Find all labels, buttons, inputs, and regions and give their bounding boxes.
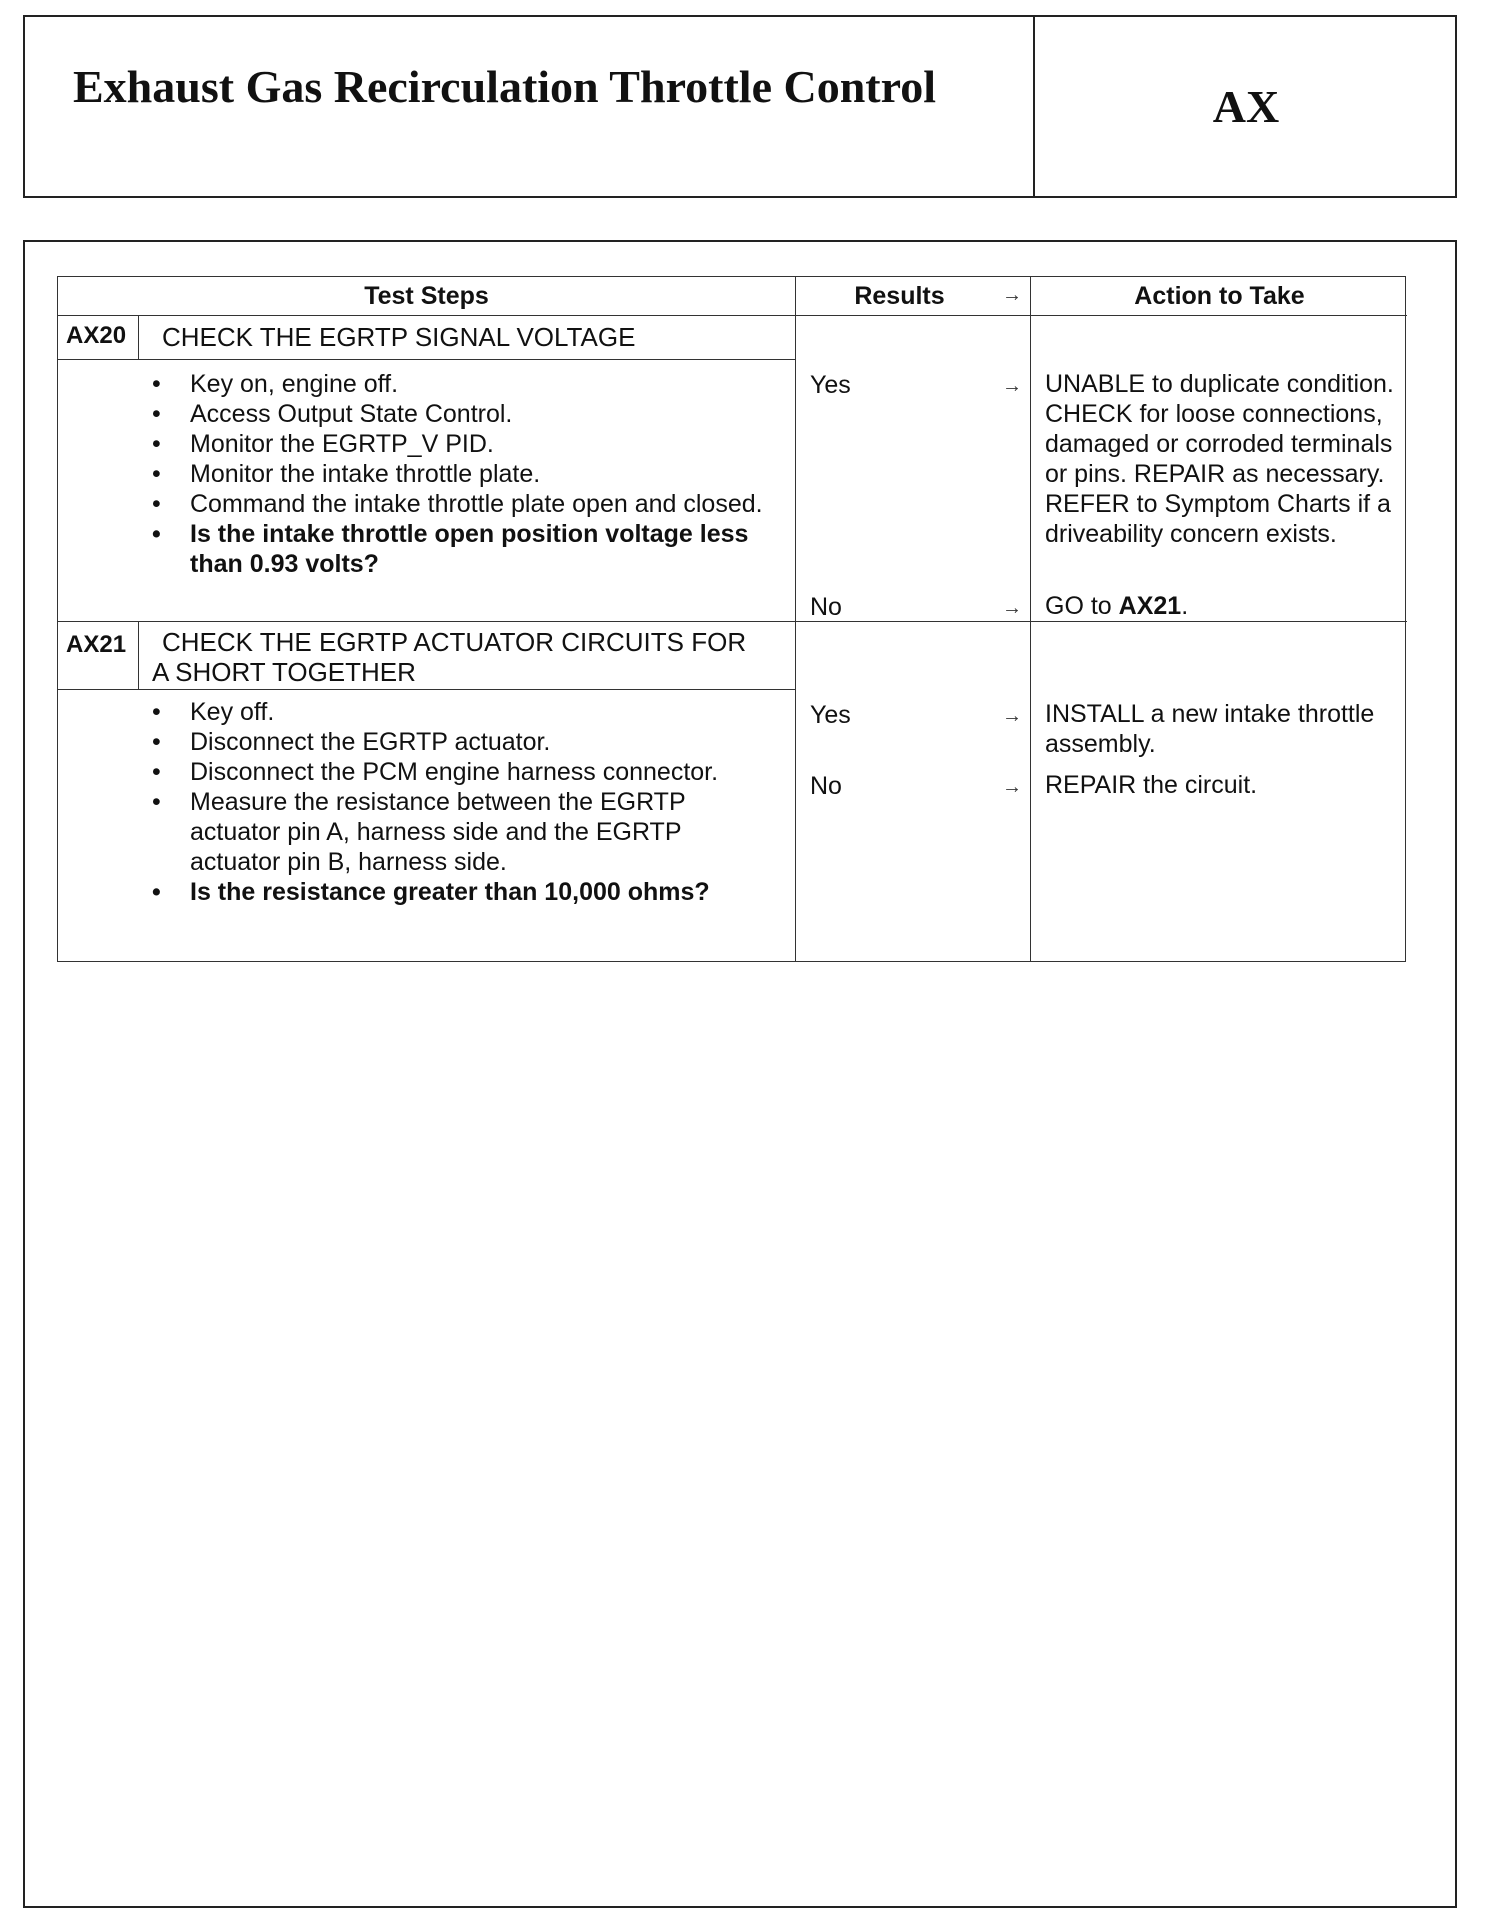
column-divider-results xyxy=(795,277,796,961)
step-item: • Measure the resistance between the EGRTP actuator pin A, harness side and the EGRTP actuator pin B, harness side. xyxy=(152,787,752,877)
action-no xyxy=(1045,591,1400,621)
page-title: Exhaust Gas Recirculation Throttle Control xyxy=(73,61,936,112)
section-code: AX xyxy=(1212,81,1280,132)
step-item: • Key on, engine off. xyxy=(152,369,774,399)
result-arrow-icon: → xyxy=(1002,776,1022,798)
step-instructions xyxy=(152,369,774,579)
action-yes: UNABLE to duplicate condition. CHECK for loose connections, damaged or corroded terminals or pins. REPAIR as necessary. REFER to Symptom Charts if a driveability concern exists. xyxy=(1045,370,1394,548)
step-item: • Monitor the EGRTP_V PID. xyxy=(152,429,774,459)
column-header-results: Results xyxy=(854,281,945,310)
step-item: • Disconnect the EGRTP actuator. xyxy=(152,727,752,757)
diagnostic-table xyxy=(57,276,1406,962)
result-arrow-icon: → xyxy=(1002,705,1022,727)
step-id: AX20 xyxy=(66,322,127,349)
step-id-divider xyxy=(138,315,139,359)
result-arrow-icon: → xyxy=(1002,375,1022,397)
header-rule xyxy=(58,315,1407,316)
column-divider-action xyxy=(1030,277,1031,961)
step-title: CHECK THE EGRTP SIGNAL VOLTAGE xyxy=(162,322,636,352)
step-question: • Is the resistance greater than 10,000 ohms? xyxy=(152,877,752,907)
column-header-test-steps: Test Steps xyxy=(364,281,489,310)
header-arrow-icon: → xyxy=(1002,284,1022,306)
action-no: REPAIR the circuit. xyxy=(1045,771,1258,799)
action-text: GO to xyxy=(1045,592,1112,620)
result-no: No xyxy=(810,772,842,800)
result-yes: Yes xyxy=(810,701,851,729)
step-separator xyxy=(58,621,1407,622)
page-header xyxy=(23,15,1457,198)
result-arrow-icon: → xyxy=(1002,597,1022,619)
column-header-action: Action to Take xyxy=(1134,281,1305,310)
action-text: . xyxy=(1181,592,1189,620)
step-item: • Disconnect the PCM engine harness connector. xyxy=(152,757,752,787)
result-no: No xyxy=(810,593,842,621)
step-instructions xyxy=(152,697,752,907)
step-reference: AX21 xyxy=(1118,592,1182,620)
result-yes: Yes xyxy=(810,371,851,399)
step-question: • Is the intake throttle open position voltage less than 0.93 volts? xyxy=(152,519,774,579)
step-item: • Access Output State Control. xyxy=(152,399,774,429)
step-title-rule xyxy=(58,359,795,360)
action-yes: INSTALL a new intake throttle assembly. xyxy=(1045,700,1375,758)
step-id-divider xyxy=(138,621,139,689)
step-id: AX21 xyxy=(66,631,127,658)
step-title: CHECK THE EGRTP ACTUATOR CIRCUITS FOR A SHORT TOGETHER xyxy=(152,627,747,687)
step-item: • Monitor the intake throttle plate. xyxy=(152,459,774,489)
step-item: • Command the intake throttle plate open and closed. xyxy=(152,489,774,519)
step-title-rule xyxy=(58,689,795,690)
step-item: • Key off. xyxy=(152,697,752,727)
